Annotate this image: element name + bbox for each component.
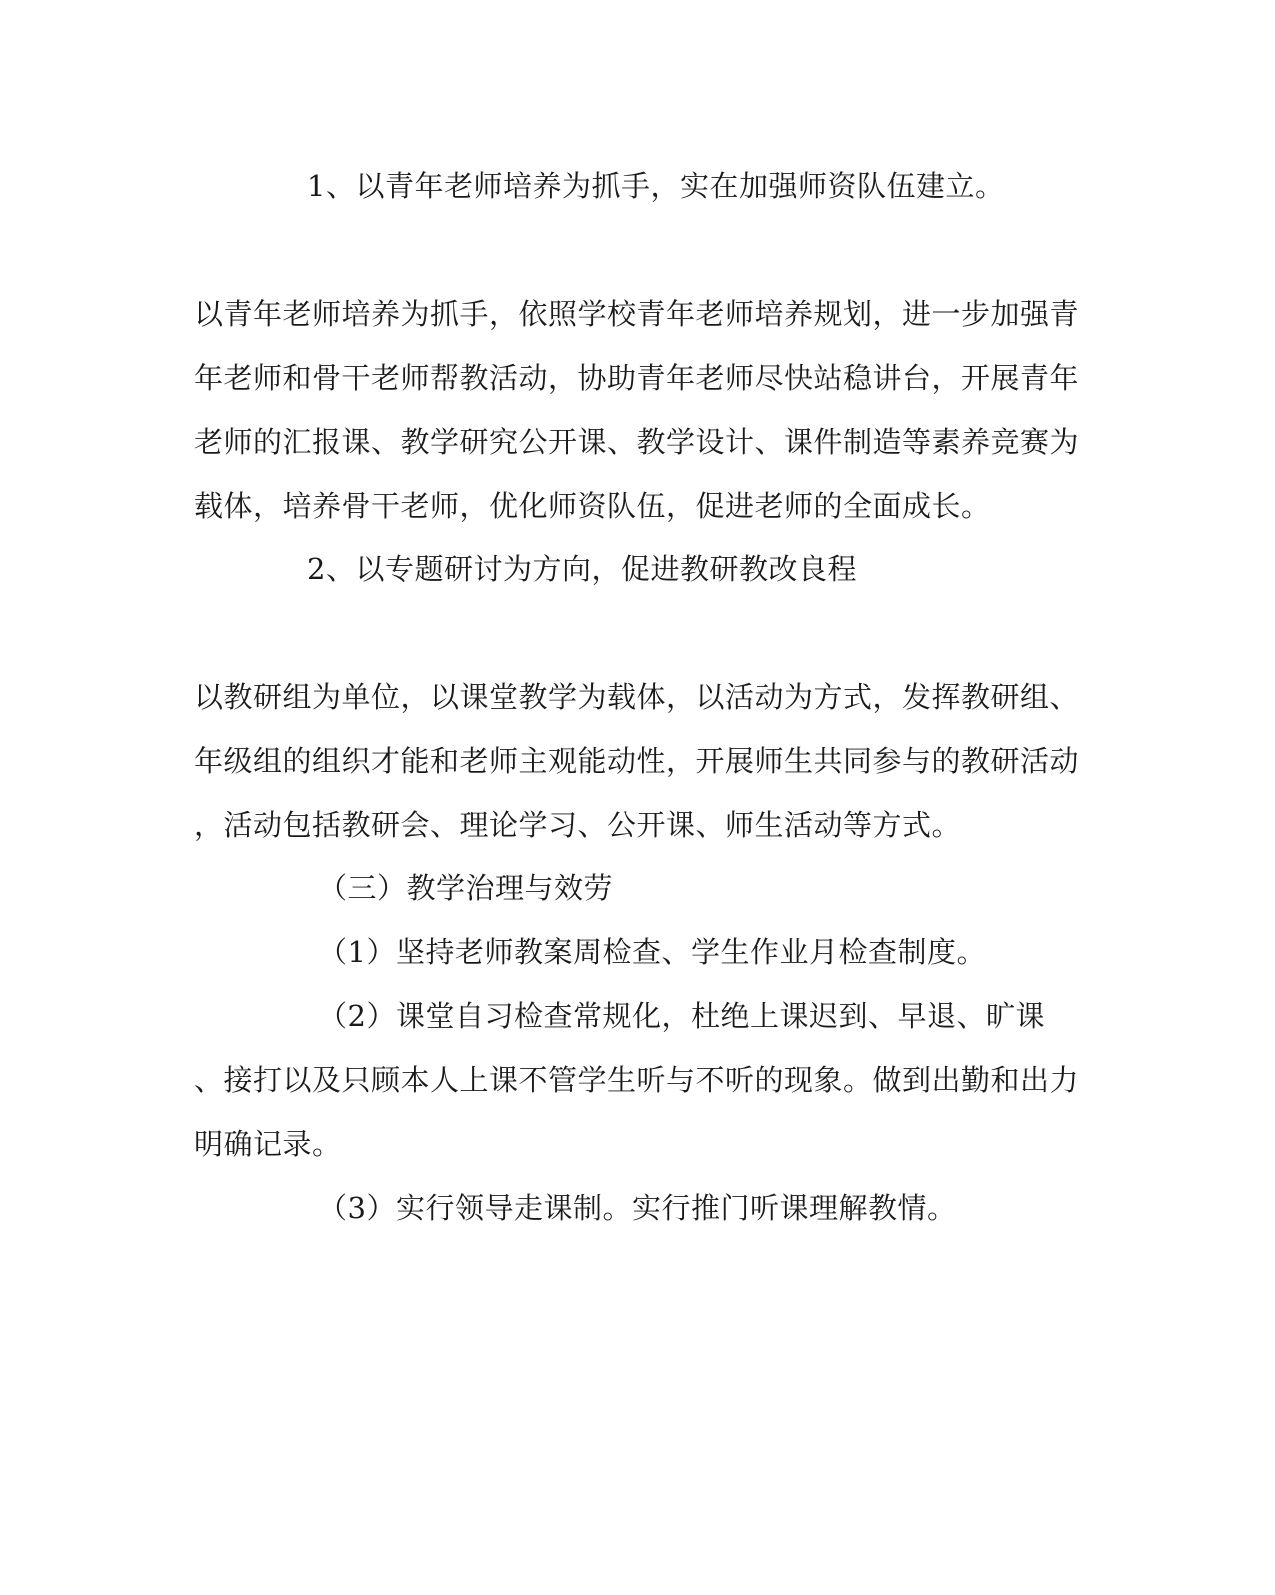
list-item-3: （3）实行领导走课制。实行推门听课理解教情。 [318,1191,957,1225]
paragraph-1-line-4: 载体，培养骨干老师，优化师资队伍，促进老师的全面成长。 [194,489,991,523]
list-item-2-line-2: 、接打以及只顾本人上课不管学生听与不听的现象。做到出勤和出力 [194,1063,1080,1097]
section-heading-3: （三）教学治理与效劳 [318,871,614,905]
paragraph-2-line-3: ，活动包括教研会、理论学习、公开课、师生活动等方式。 [194,808,962,842]
paragraph-2-line-2: 年级组的组织才能和老师主观能动性，开展师生共同参与的教研活动 [194,744,1080,778]
paragraph-1-line-2: 年老师和骨干老师帮教活动，协助青年老师尽快站稳讲台，开展青年 [194,361,1080,395]
paragraph-2-line-1: 以教研组为单位，以课堂教学为载体，以活动为方式，发挥教研组、 [194,680,1080,714]
list-item-2-line-1: （2）课堂自习检查常规化，杜绝上课迟到、早退、旷课 [318,999,1045,1033]
list-item-2-line-3: 明确记录。 [194,1127,342,1161]
paragraph-1-line-1: 以青年老师培养为抓手，依照学校青年老师培养规划，进一步加强青 [194,297,1080,331]
paragraph-1-line-3: 老师的汇报课、教学研究公开课、教学设计、课件制造等素养竞赛为 [194,425,1080,459]
heading-2: 2、以专题研讨为方向，促进教研教改良程 [307,552,857,586]
heading-1: 1、以青年老师培养为抓手，实在加强师资队伍建立。 [307,169,1005,203]
list-item-1: （1）坚持老师教案周检查、学生作业月检查制度。 [318,935,986,969]
